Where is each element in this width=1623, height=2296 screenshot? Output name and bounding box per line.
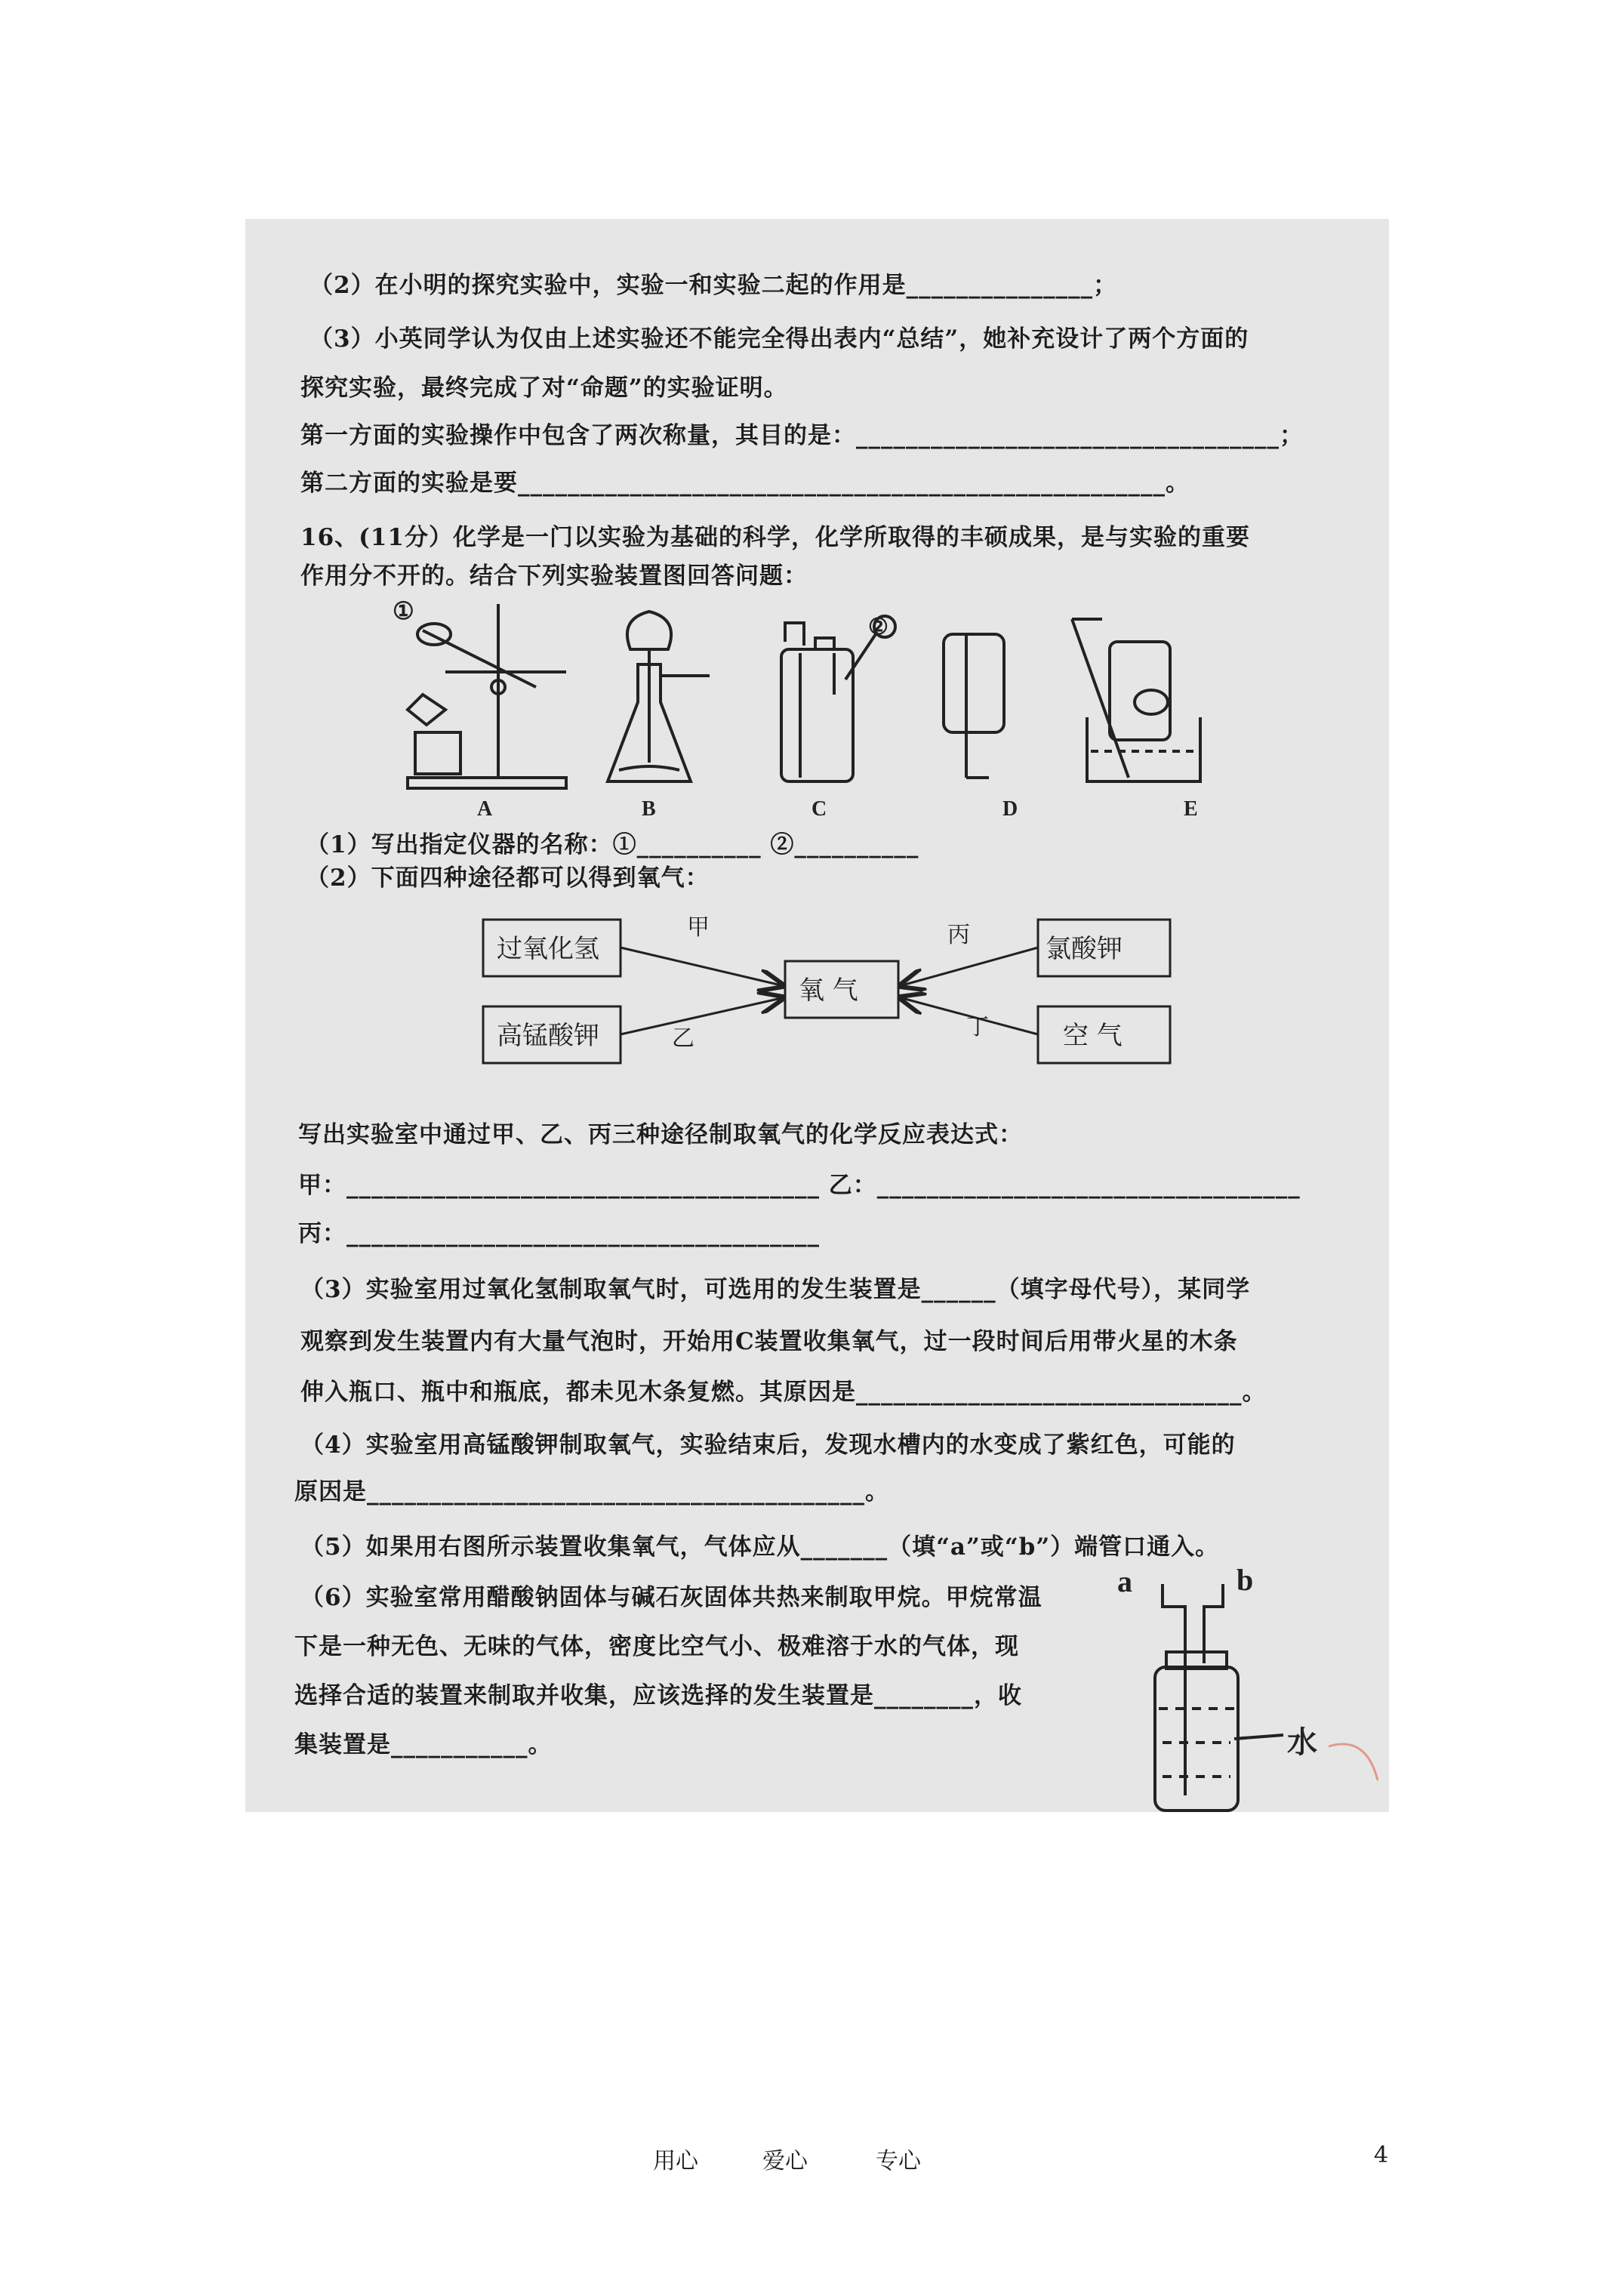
- marker-1: ①: [393, 597, 414, 624]
- oxygen-routes-diagram: [476, 906, 1200, 1080]
- route-ding: 丁: [966, 1014, 989, 1040]
- footer-motto-3: 专心: [876, 2148, 921, 2174]
- question-16-part-6-line3: 选择合适的装置来制取并收集，应该选择的发生装置是________，收: [294, 1682, 1022, 1709]
- center-oxygen: 氧 气: [799, 975, 858, 1006]
- question-16-intro-line2: 作用分不开的。结合下列实验装置图回答问题：: [300, 562, 808, 590]
- question-16-part-2: （2）下面四种途径都可以得到氧气：: [306, 864, 710, 892]
- marker-2: ②: [868, 615, 888, 639]
- question-15-part-3-line3: 第一方面的实验操作中包含了两次称量，其目的是：__________________________________；: [300, 422, 1304, 449]
- route-jia: 甲: [687, 914, 710, 941]
- apparatus-a: [408, 604, 566, 788]
- route-yi: 乙: [672, 1025, 694, 1052]
- question-16-part-6-line4: 集装置是___________。: [294, 1731, 553, 1758]
- tube-label-b: b: [1236, 1569, 1254, 1597]
- question-16-part-4-line2: 原因是________________________________________。: [294, 1478, 889, 1505]
- answer-line-jia-yi: 甲：______________________________________ 乙：__________________________________: [298, 1172, 1301, 1199]
- source-air: 空 气: [1063, 1021, 1123, 1051]
- question-16-part-3-line1: （3）实验室用过氧化氢制取氧气时，可选用的发生装置是______（填字母代号），某同学: [300, 1276, 1251, 1303]
- apparatus-label-d: D: [1002, 797, 1018, 821]
- apparatus-label-a: A: [477, 797, 493, 821]
- question-15-part-3-line1: （3）小英同学认为仅由上述实验还不能完全得出表内“总结”，她补充设计了两个方面的: [310, 325, 1249, 353]
- apparatus-d: [944, 634, 1004, 778]
- question-16-part-3-line3: 伸入瓶口、瓶中和瓶底，都未见木条复燃。其原因是_______________________________。: [300, 1379, 1267, 1406]
- question-16-intro-line1: 16、(11分）化学是一门以实验为基础的科学，化学所取得的丰硕成果，是与实验的重要: [300, 524, 1250, 551]
- answer-line-bing: 丙：______________________________________: [298, 1220, 820, 1247]
- footer-motto-2: 爱心: [762, 2148, 808, 2174]
- source-potassium-permanganate: 高锰酸钾: [497, 1021, 599, 1051]
- question-16-part-6-line2: 下是一种无色、无味的气体，密度比空气小、极难溶于水的气体，现: [294, 1633, 1019, 1660]
- apparatus-e: [1072, 619, 1200, 781]
- question-16-part-5: （5）如果用右图所示装置收集氧气，气体应从_______（填“a”或“b”）端管口通入。: [300, 1533, 1220, 1561]
- source-hydrogen-peroxide: 过氧化氢: [497, 934, 599, 964]
- footer-motto-1: 用心: [653, 2148, 698, 2174]
- route-bing: 丙: [947, 922, 970, 948]
- tube-label-a: a: [1117, 1569, 1132, 1598]
- question-16-part-6-line1: （6）实验室常用醋酸钠固体与碱石灰固体共热来制取甲烷。甲烷常温: [300, 1584, 1042, 1611]
- question-16-part-2-instruction: 写出实验室中通过甲、乙、丙三种途径制取氧气的化学反应表达式：: [298, 1121, 1023, 1148]
- apparatus-label-e: E: [1184, 797, 1198, 821]
- gas-bottle-figure: [1110, 1569, 1389, 1812]
- apparatus-c: [781, 616, 895, 781]
- water-label: 水: [1287, 1725, 1317, 1759]
- apparatus-figure: [393, 589, 1261, 823]
- question-15-part-3-line4: 第二方面的实验是要____________________________________________________。: [300, 470, 1190, 497]
- apparatus-label-b: B: [642, 797, 656, 821]
- question-16-part-3-line2: 观察到发生装置内有大量气泡时，开始用C装置收集氧气，过一段时间后用带火星的木条: [300, 1328, 1238, 1355]
- apparatus-label-c: C: [812, 797, 827, 821]
- source-potassium-chlorate: 氯酸钾: [1046, 934, 1123, 964]
- question-15-part-2: （2）在小明的探究实验中，实验一和实验二起的作用是_______________；: [310, 272, 1118, 299]
- question-16-part-1: （1）写出指定仪器的名称：①__________ ②__________: [306, 831, 919, 858]
- page-number: 4: [1374, 2142, 1389, 2168]
- question-16-part-4-line1: （4）实验室用高锰酸钾制取氧气，实验结束后，发现水槽内的水变成了紫红色，可能的: [300, 1432, 1236, 1459]
- question-15-part-3-line2: 探究实验，最终完成了对“命题”的实验证明。: [300, 374, 788, 402]
- apparatus-b: [608, 612, 710, 781]
